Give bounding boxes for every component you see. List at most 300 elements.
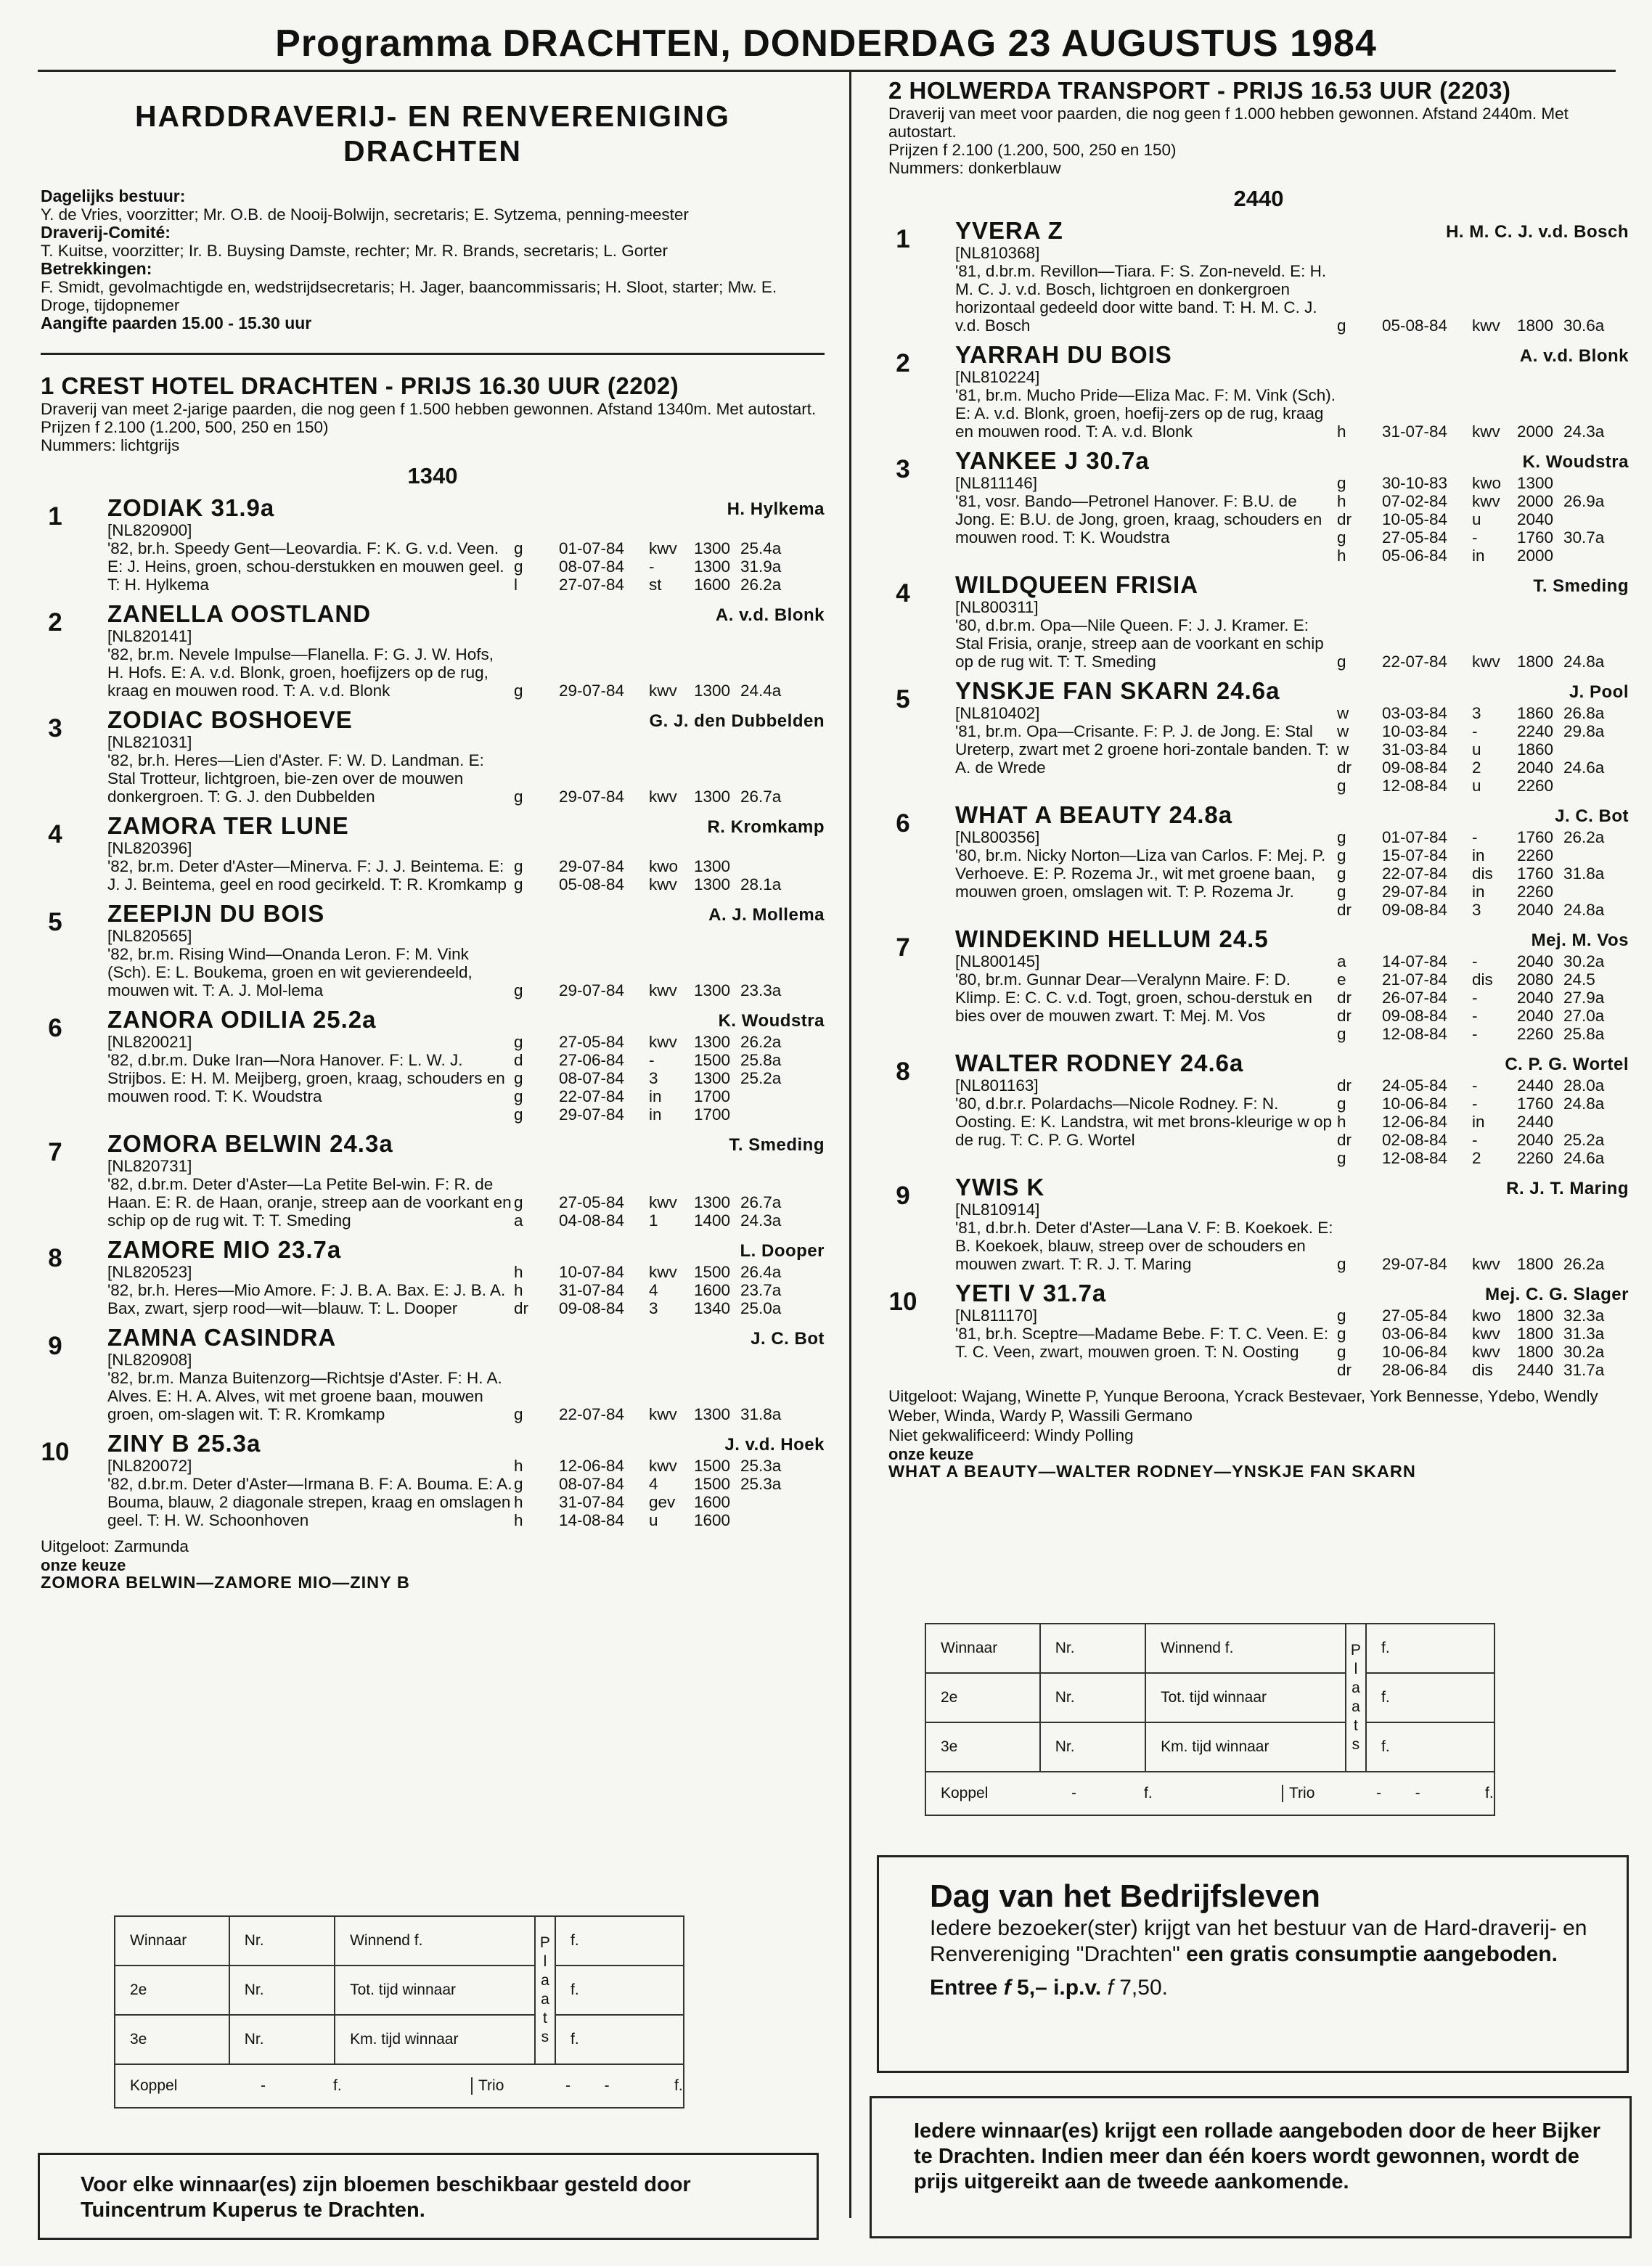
plaats-f-2[interactable]: f. — [1366, 1673, 1494, 1722]
horse-entry — [888, 802, 1629, 919]
race-time: 23.7a — [740, 1281, 782, 1299]
race-date: 12-08-84 — [1382, 1025, 1448, 1043]
race-distance: 2040 — [1517, 989, 1554, 1007]
track-code: g — [514, 981, 523, 999]
race-date: 29-07-84 — [1382, 1255, 1448, 1273]
horse-trainer: R. J. T. Maring — [1506, 1179, 1629, 1198]
placing: kwv — [649, 539, 677, 557]
track-code: g — [514, 1033, 523, 1051]
track-code: g — [514, 1475, 523, 1493]
plaats-f-3[interactable]: f. — [555, 2015, 684, 2064]
race-2 — [888, 77, 1629, 1480]
track-code: g — [514, 875, 523, 893]
result-row — [514, 875, 825, 893]
result-row — [1337, 1325, 1629, 1343]
race-time — [1563, 777, 1629, 795]
placing: - — [649, 1051, 655, 1069]
placing: kwv — [1472, 1255, 1500, 1273]
result-row — [1337, 1255, 1629, 1273]
race-date: 21-07-84 — [1382, 970, 1448, 989]
bloemen-note — [38, 2153, 819, 2240]
tot-tijd-label[interactable]: Tot. tijd winnaar — [335, 1966, 535, 2015]
horse-entry — [41, 1431, 825, 1529]
track-code: g — [1337, 528, 1346, 547]
horse-description: [NL811146] '81, vosr. Bando—Petronel Hanover. F: B.U. de Jong. E: B.U. de Jong, groen, kraag, schouders en mouwen rood. T: K. Woudstra — [955, 474, 1322, 547]
race-time: 31.9a — [740, 557, 782, 576]
horse-number: 3 — [896, 455, 910, 483]
horse-results — [1337, 598, 1629, 671]
race-distance: 1760 — [1517, 528, 1554, 547]
result-row — [1337, 901, 1629, 919]
title-rule — [38, 70, 1616, 72]
race-distance: 2440 — [1517, 1113, 1554, 1131]
race-time: 25.8a — [740, 1051, 782, 1069]
race-distance: 1860 — [1517, 704, 1554, 722]
horse-trainer: Mej. M. Vos — [1531, 930, 1629, 950]
race-time: 29.8a — [1563, 722, 1605, 740]
horse-description: [NL820523] '82, br.h. Heres—Mio Amore. F: J. B. A. Bax. E: J. B. A. Bax, zwart, sjerp rood—wit—blauw. T: L. Dooper — [107, 1263, 506, 1317]
race-date: 31-07-84 — [559, 1281, 625, 1299]
race-date: 09-08-84 — [1382, 901, 1448, 919]
club-name — [41, 99, 825, 168]
horse-entry — [41, 1131, 825, 1230]
race-distance: 2260 — [1517, 1025, 1554, 1043]
result-row — [1337, 547, 1629, 565]
horse-entry — [888, 926, 1629, 1043]
race-distance: 2000 — [1517, 422, 1554, 441]
horse-name: YNSKJE FAN SKARN 24.6a — [955, 677, 1280, 704]
track-code: g — [1337, 316, 1346, 335]
race-1-title: 1 CREST HOTEL DRACHTEN - PRIJS 16.30 UUR (2202) — [41, 372, 679, 399]
race-distance: 2440 — [1517, 1076, 1554, 1095]
plaats-f-2[interactable]: f. — [555, 1966, 684, 2015]
race-distance: 1700 — [694, 1105, 731, 1124]
placing: dis — [1472, 864, 1493, 883]
horse-results — [514, 1263, 825, 1317]
nr-label[interactable]: Nr. — [229, 1916, 335, 1966]
race-distance: 2040 — [1517, 952, 1554, 970]
placing: kwv — [649, 1033, 677, 1051]
race-date: 15-07-84 — [1382, 846, 1448, 864]
race-time: 27.9a — [1563, 989, 1605, 1007]
result-row — [514, 1475, 825, 1493]
horse-results — [1337, 1076, 1629, 1167]
left-column — [41, 86, 825, 1591]
winnaar-label: Winnaar — [115, 1916, 229, 1966]
race-distance: 1400 — [694, 1211, 731, 1230]
race-1-description: Draverij van meet 2-jarige paarden, die nog geen f 1.500 hebben gewonnen. Afstand 1340m. Met autostart. — [41, 400, 817, 418]
race-distance: 1300 — [1517, 474, 1554, 492]
horse-description: [NL820141] '82, br.m. Nevele Impulse—Flanella. F: G. J. W. Hofs, H. Hofs. E: A. v.d. Blonk, groen, hoefijzers op de rug, kraag en mouwen rood. T: A. v.d. Blonk — [107, 627, 494, 700]
bet-form — [114, 1915, 684, 2108]
placing: kwv — [1472, 422, 1500, 441]
bestuur-text: Y. de Vries, voorzitter; Mr. O.B. de Nooij-Bolwijn, secretaris; E. Sytzema, penning-meester — [41, 205, 689, 224]
horse-number: 5 — [896, 685, 910, 713]
nr-label[interactable]: Nr. — [1040, 1673, 1145, 1722]
result-row — [1337, 740, 1629, 758]
horse-entry — [888, 678, 1629, 795]
race-time: 31.8a — [740, 1405, 782, 1423]
track-code: d — [514, 1051, 523, 1069]
placing: kwv — [1472, 1343, 1500, 1361]
horse-trainer: K. Woudstra — [1522, 452, 1629, 472]
horse-number: 10 — [888, 1288, 917, 1316]
race-date: 27-05-84 — [559, 1193, 625, 1211]
race-distance: 1300 — [694, 875, 731, 893]
rollade-note — [870, 2096, 1632, 2238]
km-tijd-label[interactable]: Km. tijd winnaar — [335, 2015, 535, 2064]
horse-name: ZAMNA CASINDRA — [107, 1324, 337, 1351]
horse-number: 7 — [896, 933, 910, 962]
bet-form — [925, 1623, 1495, 1816]
race-distance: 2040 — [1517, 758, 1554, 777]
track-code: w — [1337, 722, 1349, 740]
horse-entry — [41, 1007, 825, 1124]
race-time — [1563, 740, 1629, 758]
horse-name: ZEEPIJN DU BOIS — [107, 900, 325, 927]
placing: kwv — [649, 981, 677, 999]
race-date: 31-07-84 — [559, 1493, 625, 1511]
race-date: 05-08-84 — [1382, 316, 1448, 335]
horse-name: WILDQUEEN FRISIA — [955, 571, 1198, 598]
winnend-label[interactable]: Winnend f. — [335, 1916, 535, 1966]
track-code: g — [514, 857, 523, 875]
koppel-trio-row[interactable]: Koppel - f. Trio - - f. — [115, 2064, 684, 2108]
race-date: 14-07-84 — [1382, 952, 1448, 970]
result-row — [1337, 722, 1629, 740]
race-distance: 1600 — [694, 1511, 731, 1529]
track-code: g — [1337, 474, 1346, 492]
race-date: 10-03-84 — [1382, 722, 1448, 740]
race-distance: 1800 — [1517, 1343, 1554, 1361]
race-date: 22-07-84 — [1382, 864, 1448, 883]
track-code: h — [1337, 422, 1346, 441]
race-date: 05-06-84 — [1382, 547, 1448, 565]
horse-trainer: J. Pool — [1569, 682, 1629, 702]
track-code: a — [1337, 952, 1346, 970]
race-time: 26.2a — [1563, 828, 1605, 846]
horse-trainer: A. J. Mollema — [708, 905, 825, 925]
race-date: 27-05-84 — [1382, 528, 1448, 547]
race-distance: 1500 — [694, 1457, 731, 1475]
section-rule — [41, 353, 825, 355]
horse-number: 6 — [896, 809, 910, 838]
race-date: 27-05-84 — [1382, 1306, 1448, 1325]
race-distance: 1300 — [694, 981, 731, 999]
track-code: w — [1337, 740, 1349, 758]
horse-number: 5 — [48, 908, 62, 936]
race-date: 29-07-84 — [559, 682, 625, 700]
race-time: 30.7a — [1563, 528, 1605, 547]
race-distance: 1600 — [694, 576, 731, 594]
bloemen-note-text: Voor elke winnaar(es) zijn bloemen beschikbaar gesteld door Tuincentrum Kuperus te Drachten. — [81, 2173, 691, 2222]
race-distance: 1760 — [1517, 864, 1554, 883]
placing: kwo — [1472, 1306, 1502, 1325]
race-time: 24.5 — [1563, 970, 1595, 989]
horse-name: YWIS K — [955, 1174, 1045, 1201]
race-distance: 1500 — [694, 1475, 731, 1493]
winnend-label[interactable]: Winnend f. — [1145, 1624, 1346, 1673]
plaats-f-1[interactable]: f. — [1366, 1624, 1494, 1673]
race-1-horse-list — [41, 495, 825, 1529]
km-tijd-label[interactable]: Km. tijd winnaar — [1145, 1722, 1346, 1772]
race-date: 26-07-84 — [1382, 989, 1448, 1007]
result-row — [514, 557, 825, 576]
race-distance: 1300 — [694, 1193, 731, 1211]
horse-entry — [888, 1174, 1629, 1273]
koppel-label: Koppel — [941, 1785, 989, 1801]
horse-entry — [41, 1237, 825, 1317]
race-date: 02-08-84 — [1382, 1131, 1448, 1149]
race-date: 14-08-84 — [559, 1511, 625, 1529]
race-time: 25.4a — [740, 539, 782, 557]
horse-results — [514, 1457, 825, 1529]
track-code: h — [1337, 492, 1346, 510]
plaats-label: P l a a t s — [1346, 1624, 1366, 1772]
race-time: 26.2a — [740, 576, 782, 594]
race-time: 24.8a — [1563, 901, 1605, 919]
race-date: 08-07-84 — [559, 557, 625, 576]
nr-label[interactable]: Nr. — [229, 1966, 335, 2015]
horse-name: WINDEKIND HELLUM 24.5 — [955, 925, 1269, 952]
result-row — [514, 1105, 825, 1124]
race-date: 22-07-84 — [559, 1405, 625, 1423]
race-date: 07-02-84 — [1382, 492, 1448, 510]
placing: 4 — [649, 1475, 658, 1493]
placing: 3 — [1472, 901, 1481, 919]
result-row — [1337, 970, 1629, 989]
horse-description: [NL811170] '81, br.h. Sceptre—Madame Bebe. F: T. C. Veen. E: T. C. Veen, zwart, mouwen groen. T: N. Oosting — [955, 1306, 1329, 1361]
track-code: g — [1337, 1255, 1346, 1273]
result-row — [1337, 1149, 1629, 1167]
result-row — [1337, 1306, 1629, 1325]
placing: - — [1472, 1025, 1478, 1043]
placing: in — [1472, 547, 1485, 565]
track-code: dr — [1337, 901, 1352, 919]
nr-label[interactable]: Nr. — [1040, 1624, 1145, 1673]
plaats-label: P l a a t s — [535, 1916, 555, 2064]
horse-entry — [888, 448, 1629, 565]
result-row — [514, 857, 825, 875]
placing: 3 — [1472, 704, 1481, 722]
winnaar-label: Winnaar — [925, 1624, 1040, 1673]
race-time: 26.7a — [740, 1193, 782, 1211]
placing: - — [1472, 1095, 1478, 1113]
horse-results — [514, 839, 825, 893]
race-1-keuze-heading: onze keuze — [41, 1556, 126, 1574]
race-date: 22-07-84 — [559, 1087, 625, 1105]
track-code: g — [514, 1405, 523, 1423]
track-code: l — [514, 576, 518, 594]
race-distance: 1800 — [1517, 1306, 1554, 1325]
koppel-label: Koppel — [130, 2077, 178, 2094]
result-row — [1337, 1343, 1629, 1361]
horse-name: ZANORA ODILIA 25.2a — [107, 1006, 377, 1033]
result-row — [1337, 474, 1629, 492]
result-row — [514, 1033, 825, 1051]
horse-description: [NL820021] '82, d.br.m. Duke Iran—Nora Hanover. F: L. W. J. Strijbos. E: H. M. Meijberg, groen, kraag, schouders en mouwen rood. T: K. Woudstra — [107, 1033, 505, 1105]
club-name-line1: HARDDRAVERIJ- EN RENVERENIGING — [134, 99, 731, 133]
race-date: 30-10-83 — [1382, 474, 1448, 492]
race-time — [1563, 846, 1629, 864]
horse-number: 10 — [41, 1438, 70, 1466]
race-1-nummers: Nummers: lichtgrijs — [41, 436, 180, 454]
track-code: g — [1337, 1025, 1346, 1043]
race-time: 26.7a — [740, 788, 782, 806]
race-date: 27-05-84 — [559, 1033, 625, 1051]
horse-entry — [41, 495, 825, 594]
horse-description: [NL800356] '80, br.m. Nicky Norton—Liza van Carlos. F: Mej. P. Verhoeve. E: P. Rozema Jr., wit met groene baan, mouwen groen, omslagen wit. T: P. Rozema Jr. — [955, 828, 1326, 901]
race-2-nummers: Nummers: donkerblauw — [888, 159, 1061, 177]
result-row — [514, 1281, 825, 1299]
horse-description: [NL800311] '80, d.br.m. Opa—Nile Queen. F: J. J. Kramer. E: Stal Frisia, oranje, streep aan de voorkant en schip op de rug wit. T: T. Smeding — [955, 598, 1324, 671]
horse-number: 2 — [48, 608, 62, 637]
race-distance: 1800 — [1517, 653, 1554, 671]
race-distance: 1300 — [694, 788, 731, 806]
trio-label: Trio — [471, 2077, 565, 2095]
race-2-prizes: Prijzen f 2.100 (1.200, 500, 250 en 150) — [888, 141, 1177, 159]
horse-name: ZODIAC BOSHOEVE — [107, 706, 353, 733]
race-distance: 1760 — [1517, 1095, 1554, 1113]
result-row — [1337, 828, 1629, 846]
race-time: 24.3a — [740, 1211, 782, 1230]
result-row — [514, 1087, 825, 1105]
race-date: 29-07-84 — [559, 981, 625, 999]
track-code: dr — [1337, 758, 1352, 777]
horse-name: WALTER RODNEY 24.6a — [955, 1050, 1244, 1076]
horse-trainer: A. v.d. Blonk — [1519, 346, 1629, 366]
race-date: 01-07-84 — [1382, 828, 1448, 846]
race-time — [740, 857, 806, 875]
result-row — [514, 1211, 825, 1230]
race-date: 12-08-84 — [1382, 777, 1448, 795]
horse-name: ZOMORA BELWIN 24.3a — [107, 1130, 393, 1157]
placing: in — [1472, 1113, 1485, 1131]
race-distance: 1800 — [1517, 1255, 1554, 1273]
race-date: 10-07-84 — [559, 1263, 625, 1281]
race-time — [1563, 883, 1629, 901]
placing: - — [1472, 1007, 1478, 1025]
track-code: w — [1337, 704, 1349, 722]
race-date: 27-07-84 — [559, 576, 625, 594]
placing: 2 — [1472, 1149, 1481, 1167]
race-distance: 2240 — [1517, 722, 1554, 740]
koppel-trio-row[interactable]: Koppel - f. Trio - - f. — [925, 1772, 1494, 1815]
placing: gev — [649, 1493, 676, 1511]
track-code: h — [514, 1457, 523, 1475]
placing: 2 — [1472, 758, 1481, 777]
tot-tijd-label[interactable]: Tot. tijd winnaar — [1145, 1673, 1346, 1722]
horse-description: [NL820072] '82, d.br.m. Deter d'Aster—Irmana B. F: A. Bouma. E: A. Bouma, blauw, 2 diagonale strepen, kraag en omslagen geel. T: H. W. Schoonhoven — [107, 1457, 512, 1529]
result-row — [1337, 952, 1629, 970]
horse-number: 7 — [48, 1138, 62, 1166]
placing: kwo — [1472, 474, 1502, 492]
plaats-f-3[interactable]: f. — [1366, 1722, 1494, 1772]
placing: - — [1472, 989, 1478, 1007]
race-time: 27.0a — [1563, 1007, 1605, 1025]
race-distance: 1300 — [694, 1405, 731, 1423]
placing: kwv — [649, 1457, 677, 1475]
race-date: 10-05-84 — [1382, 510, 1448, 528]
result-row — [514, 539, 825, 557]
nr-label[interactable]: Nr. — [229, 2015, 335, 2064]
race-distance: 2040 — [1517, 1131, 1554, 1149]
placing: kwv — [1472, 492, 1500, 510]
result-row — [514, 1069, 825, 1087]
betrekkingen-heading: Betrekkingen: — [41, 259, 152, 278]
race-time — [740, 1105, 806, 1124]
track-code: g — [1337, 1095, 1346, 1113]
placing: in — [649, 1105, 662, 1124]
placing: - — [1472, 528, 1478, 547]
race-time: 30.2a — [1563, 952, 1605, 970]
placing: kwv — [1472, 653, 1500, 671]
horse-trainer: J. v.d. Hoek — [724, 1435, 825, 1455]
result-row — [1337, 883, 1629, 901]
club-name-line2: DRACHTEN — [343, 134, 523, 168]
race-distance: 1300 — [694, 682, 731, 700]
horse-results — [1337, 244, 1629, 335]
result-row — [1337, 510, 1629, 528]
race-distance: 1300 — [694, 857, 731, 875]
result-row — [1337, 864, 1629, 883]
horse-entry — [41, 707, 825, 806]
race-2-uitgeloot: Uitgeloot: Wajang, Winette P, Yunque Beroona, Ycrack Bestevaer, York Bennesse, Ydebo, Wendly Weber, Winda, Wardy P, Wassili Germano — [888, 1387, 1598, 1425]
race-date: 31-03-84 — [1382, 740, 1448, 758]
horse-number: 6 — [48, 1014, 62, 1042]
horse-number: 1 — [896, 225, 910, 253]
track-code: g — [1337, 828, 1346, 846]
race-time: 28.0a — [1563, 1076, 1605, 1095]
track-code: h — [1337, 1113, 1346, 1131]
horse-name: YARRAH DU BOIS — [955, 341, 1172, 368]
race-distance: 1600 — [694, 1493, 731, 1511]
race-time: 25.2a — [740, 1069, 782, 1087]
track-code: g — [1337, 883, 1346, 901]
horse-results — [1337, 1306, 1629, 1379]
placing: u — [1472, 777, 1481, 795]
third-label: 3e — [115, 2015, 229, 2064]
result-row — [514, 788, 825, 806]
plaats-f-1[interactable]: f. — [555, 1916, 684, 1966]
track-code: g — [514, 557, 523, 576]
second-label: 2e — [115, 1966, 229, 2015]
placing: kwv — [649, 682, 677, 700]
nr-label[interactable]: Nr. — [1040, 1722, 1145, 1772]
right-column — [888, 77, 1629, 1480]
track-code: dr — [1337, 1007, 1352, 1025]
race-time: 25.3a — [740, 1475, 782, 1493]
race-date: 08-07-84 — [559, 1069, 625, 1087]
track-code: g — [514, 1087, 523, 1105]
result-row — [1337, 653, 1629, 671]
track-code: g — [1337, 846, 1346, 864]
race-time: 30.6a — [1563, 316, 1605, 335]
placing: 1 — [649, 1211, 658, 1230]
second-label: 2e — [925, 1673, 1040, 1722]
horse-description: [NL801163] '80, d.br.r. Polardachs—Nicole Rodney. F: N. Oosting. E: K. Landstra, wit met brons-kleurige w op de rug. T: C. P. G. Wortel — [955, 1076, 1332, 1149]
result-row — [1337, 422, 1629, 441]
horse-entry — [888, 218, 1629, 335]
track-code: g — [514, 1105, 523, 1124]
race-date: 28-06-84 — [1382, 1361, 1448, 1379]
race-1-uitgeloot: Uitgeloot: Zarmunda — [41, 1537, 189, 1555]
race-2-distance: 2440 — [1233, 186, 1284, 211]
horse-description: [NL810368] '81, d.br.m. Revillon—Tiara. F: S. Zon-neveld. E: H. M. C. J. v.d. Bosch, lichtgroen en donkergroen horizontaal gedeeld door witte band. T: H. M. C. J. v.d. Bosch — [955, 244, 1327, 335]
horse-trainer: H. Hylkema — [727, 499, 825, 519]
placing: 4 — [649, 1281, 658, 1299]
race-distance: 2440 — [1517, 1361, 1554, 1379]
